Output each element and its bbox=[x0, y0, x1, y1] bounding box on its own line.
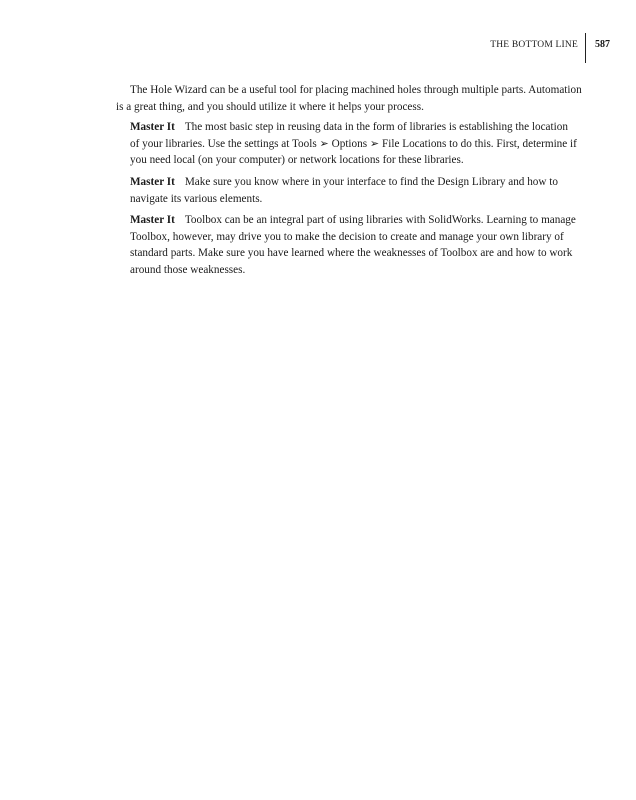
exercise-paragraph bbox=[130, 119, 586, 169]
running-head bbox=[490, 36, 610, 54]
exercise-text: The most basic step in reusing data in the form of libraries is establishing the location of your libraries. Use the settings at Tools ➢ Options ➢ File Locations to do this. First, determine if you need local (on your computer) or network locations for these libraries. bbox=[130, 121, 577, 167]
page-number: 587 bbox=[595, 39, 610, 50]
running-head-title: THE BOTTOM LINE bbox=[490, 40, 578, 50]
intro-paragraph: The Hole Wizard can be a useful tool for placing machined holes through multiple parts. Automation is a great thing, and you should utilize it where it helps your process. bbox=[116, 84, 582, 113]
exercise-paragraph bbox=[130, 212, 586, 278]
exercise-text: Toolbox can be an integral part of using libraries with SolidWorks. Learning to manage Toolbox, however, may drive you to make the decision to create and manage your own library of standard parts. Make sure you have learned where the weaknesses of Toolbox are and how to work around those weaknesses. bbox=[130, 214, 576, 276]
exercise-label: Master It bbox=[130, 214, 175, 227]
exercise-text: Make sure you know where in your interface to find the Design Library and how to navigate its various elements. bbox=[130, 175, 558, 205]
page-body bbox=[116, 82, 586, 284]
exercise-paragraph bbox=[130, 174, 586, 207]
exercise-label: Master It bbox=[130, 175, 175, 188]
exercise-label: Master It bbox=[130, 121, 175, 134]
